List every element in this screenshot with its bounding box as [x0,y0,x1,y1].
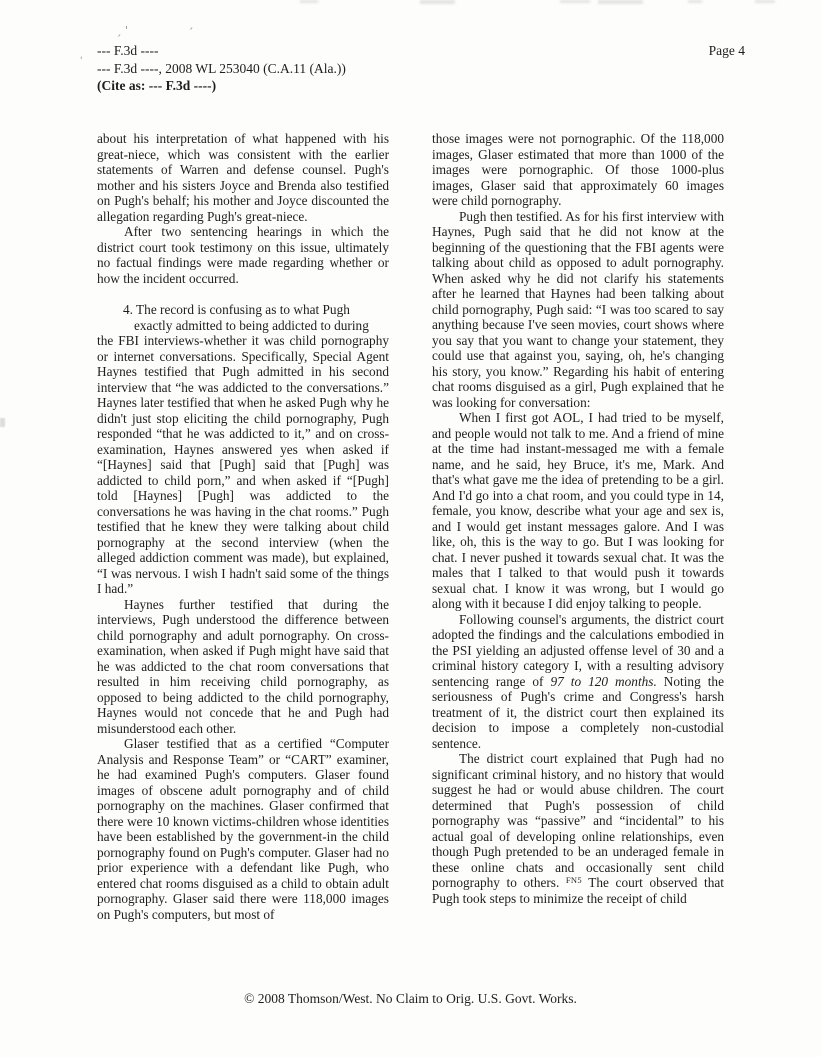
scan-smudge [598,0,643,4]
scan-smudge [560,0,590,3]
sentencing-range-italic: 97 to 120 months. [550,673,657,689]
footnote-4-body: the FBI interviews-whether it was child pornography or internet conversations. Specifically, Special Agent Haynes testified that Pugh admitted in his second interview that “he was addicted to the conversations.” Haynes later testified that when he asked Pugh why he didn't just stop eliciting the child pornography, Pugh responded “that he was addicted to it,” and on cross-examination, Haynes answered yes when asked if “[Haynes] said that [Pugh] said that [Pugh] was addicted to child porn,” and when asked if “[Pugh] told [Haynes] [Pugh] was addicted to the conversations he was having in the chat rooms.” Pugh testified that he knew they were talking about child pornography at the second interview (when the alleged addiction comment was made), but explained, “I was nervous. I wish I hadn't said some of the things I had.” [97,333,389,596]
cite-as-line: (Cite as: --- F.3d ----) [97,78,217,93]
image-counts-paragraph: those images were not pornographic. Of the 118,000 images, Glaser estimated that more than 1000 of the images were pornographic. Of those 1000-plus images, Glaser said that approximately 60 images were child pornography. [432,131,724,208]
footnote-4-block [97,302,389,597]
footnote-5-reference: FN5 [565,875,582,885]
sentencing-range-post: Noting the seriousness of Pugh's crime and Congress's harsh treatment of it, the district court then explained its decision to impose a completely non-custodial sentence. [432,673,724,751]
haynes-testimony-paragraph: Haynes further testified that during the interviews, Pugh understood the difference between child pornography and adult pornography. On cross-examination, when asked if Pugh might have said that he was addicted to the chat room conversations that resulted in him receiving child pornography, as opposed to being addicted to the child pornography, Haynes would not concede that he and Pugh had misunderstood each other. [97,596,389,736]
reporter-citation: --- F.3d ---- [97,43,159,58]
district-court-post: The court observed that Pugh took steps to minimize the receipt of child [432,875,724,906]
sentencing-hearings-paragraph: After two sentencing hearings in which the district court took testimony on this issue, ultimately no factual findings were made regarding whether or how the incident occurred. [97,224,389,286]
page-number: Page 4 [708,43,745,58]
scan-edge-mark [0,418,5,427]
left-column [97,131,389,922]
pen-mark: ˏ ' [116,24,129,37]
page-footer [0,991,821,1007]
pen-mark: ˊ [188,26,194,39]
scan-smudge [688,0,702,3]
scan-smudge [755,0,775,3]
footnote-4-line2: exactly admitted to being addicted to during [134,317,369,333]
footnote-4-line1: 4. The record is confusing as to what Pugh [123,302,350,317]
district-court-pre: The district court explained that Pugh had no significant criminal history, and no history that would suggest he had or would abuse children. The court determined that Pugh's possession of child pornography was “passive” and “incidental” to his actual goal of developing online relationships, even though Pugh pretended to be an underaged female in these online chats and occasionally sent child pornography to others. [432,751,724,890]
pugh-testimony-paragraph: Pugh then testified. As for his first interview with Haynes, Pugh said that he did not know at the beginning of the questioning that the FBI agents were talking about child as opposed to adult pornography. When asked why he did not clarify his statements after he learned that Haynes had been talking about child pornography, Pugh said: “I was too scared to say anything because I've seen movies, court shows where you say that you want to change your statement, they could use that against you, saying, oh, he's changing his story, you know.” Regarding his habit of entering chat rooms disguised as a girl, Pugh explained that he was looking for conversation: [432,208,724,410]
glaser-testimony-paragraph: Glaser testified that as a certified “Computer Analysis and Response Team” or “CART” examiner, he had examined Pugh's computers. Glaser found images of obscene adult pornography and of child pornography on the machines. Glaser confirmed that there were 10 known victims-children whose identities have been established by the government-in the child pornography found on Pugh's computer. Glaser had no prior experience with a defendant like Pugh, who entered chat rooms disguised as a child to obtain adult pornography. Glaser said there were 118,000 images on Pugh's computers, but most of [97,736,389,922]
scan-smudge [420,0,455,4]
page-header [97,42,745,95]
right-column [432,131,724,906]
full-citation: --- F.3d ----, 2008 WL 253040 (C.A.11 (Ala.)) [97,60,346,76]
copyright-notice: © 2008 Thomson/West. No Claim to Orig. U.S. Govt. Works. [244,991,577,1006]
continuation-paragraph: about his interpretation of what happened with his great-niece, which was consistent with the earlier statements of Warren and defense counsel. Pugh's mother and his sisters Joyce and Brenda also testified on Pugh's behalf; his mother and Joyce discounted the allegation regarding Pugh's great-niece. [97,131,389,224]
sentencing-range-paragraph [432,612,724,752]
district-court-paragraph [432,751,724,906]
scan-smudge [300,0,318,3]
pen-mark: ' [80,56,83,66]
aol-quote-paragraph: When I first got AOL, I had tried to be myself, and people would not talk to me. And a friend of mine at the time had instant-messaged me with a female name, and he said, hey Bruce, it's me, Mark. And that's what gave me the idea of pretending to be a girl. And I'd go into a chat room, and you could type in 14, female, you know, describe what your age and sex is, and I would get instant messages galore. And I was like, oh, this is the way to go. But I was looking for chat. I never pushed it towards sexual chat. It was the males that I talked to that would push it towards sexual chat. I know it was wrong, but I would go along with it because I did enjoy talking to people. [432,410,724,611]
sentencing-range-pre: Following counsel's arguments, the district court adopted the findings and the calculations embodied in the PSI yielding an adjusted offense level of 30 and a criminal history category I, with a resulting advisory sentencing range of [432,611,724,689]
